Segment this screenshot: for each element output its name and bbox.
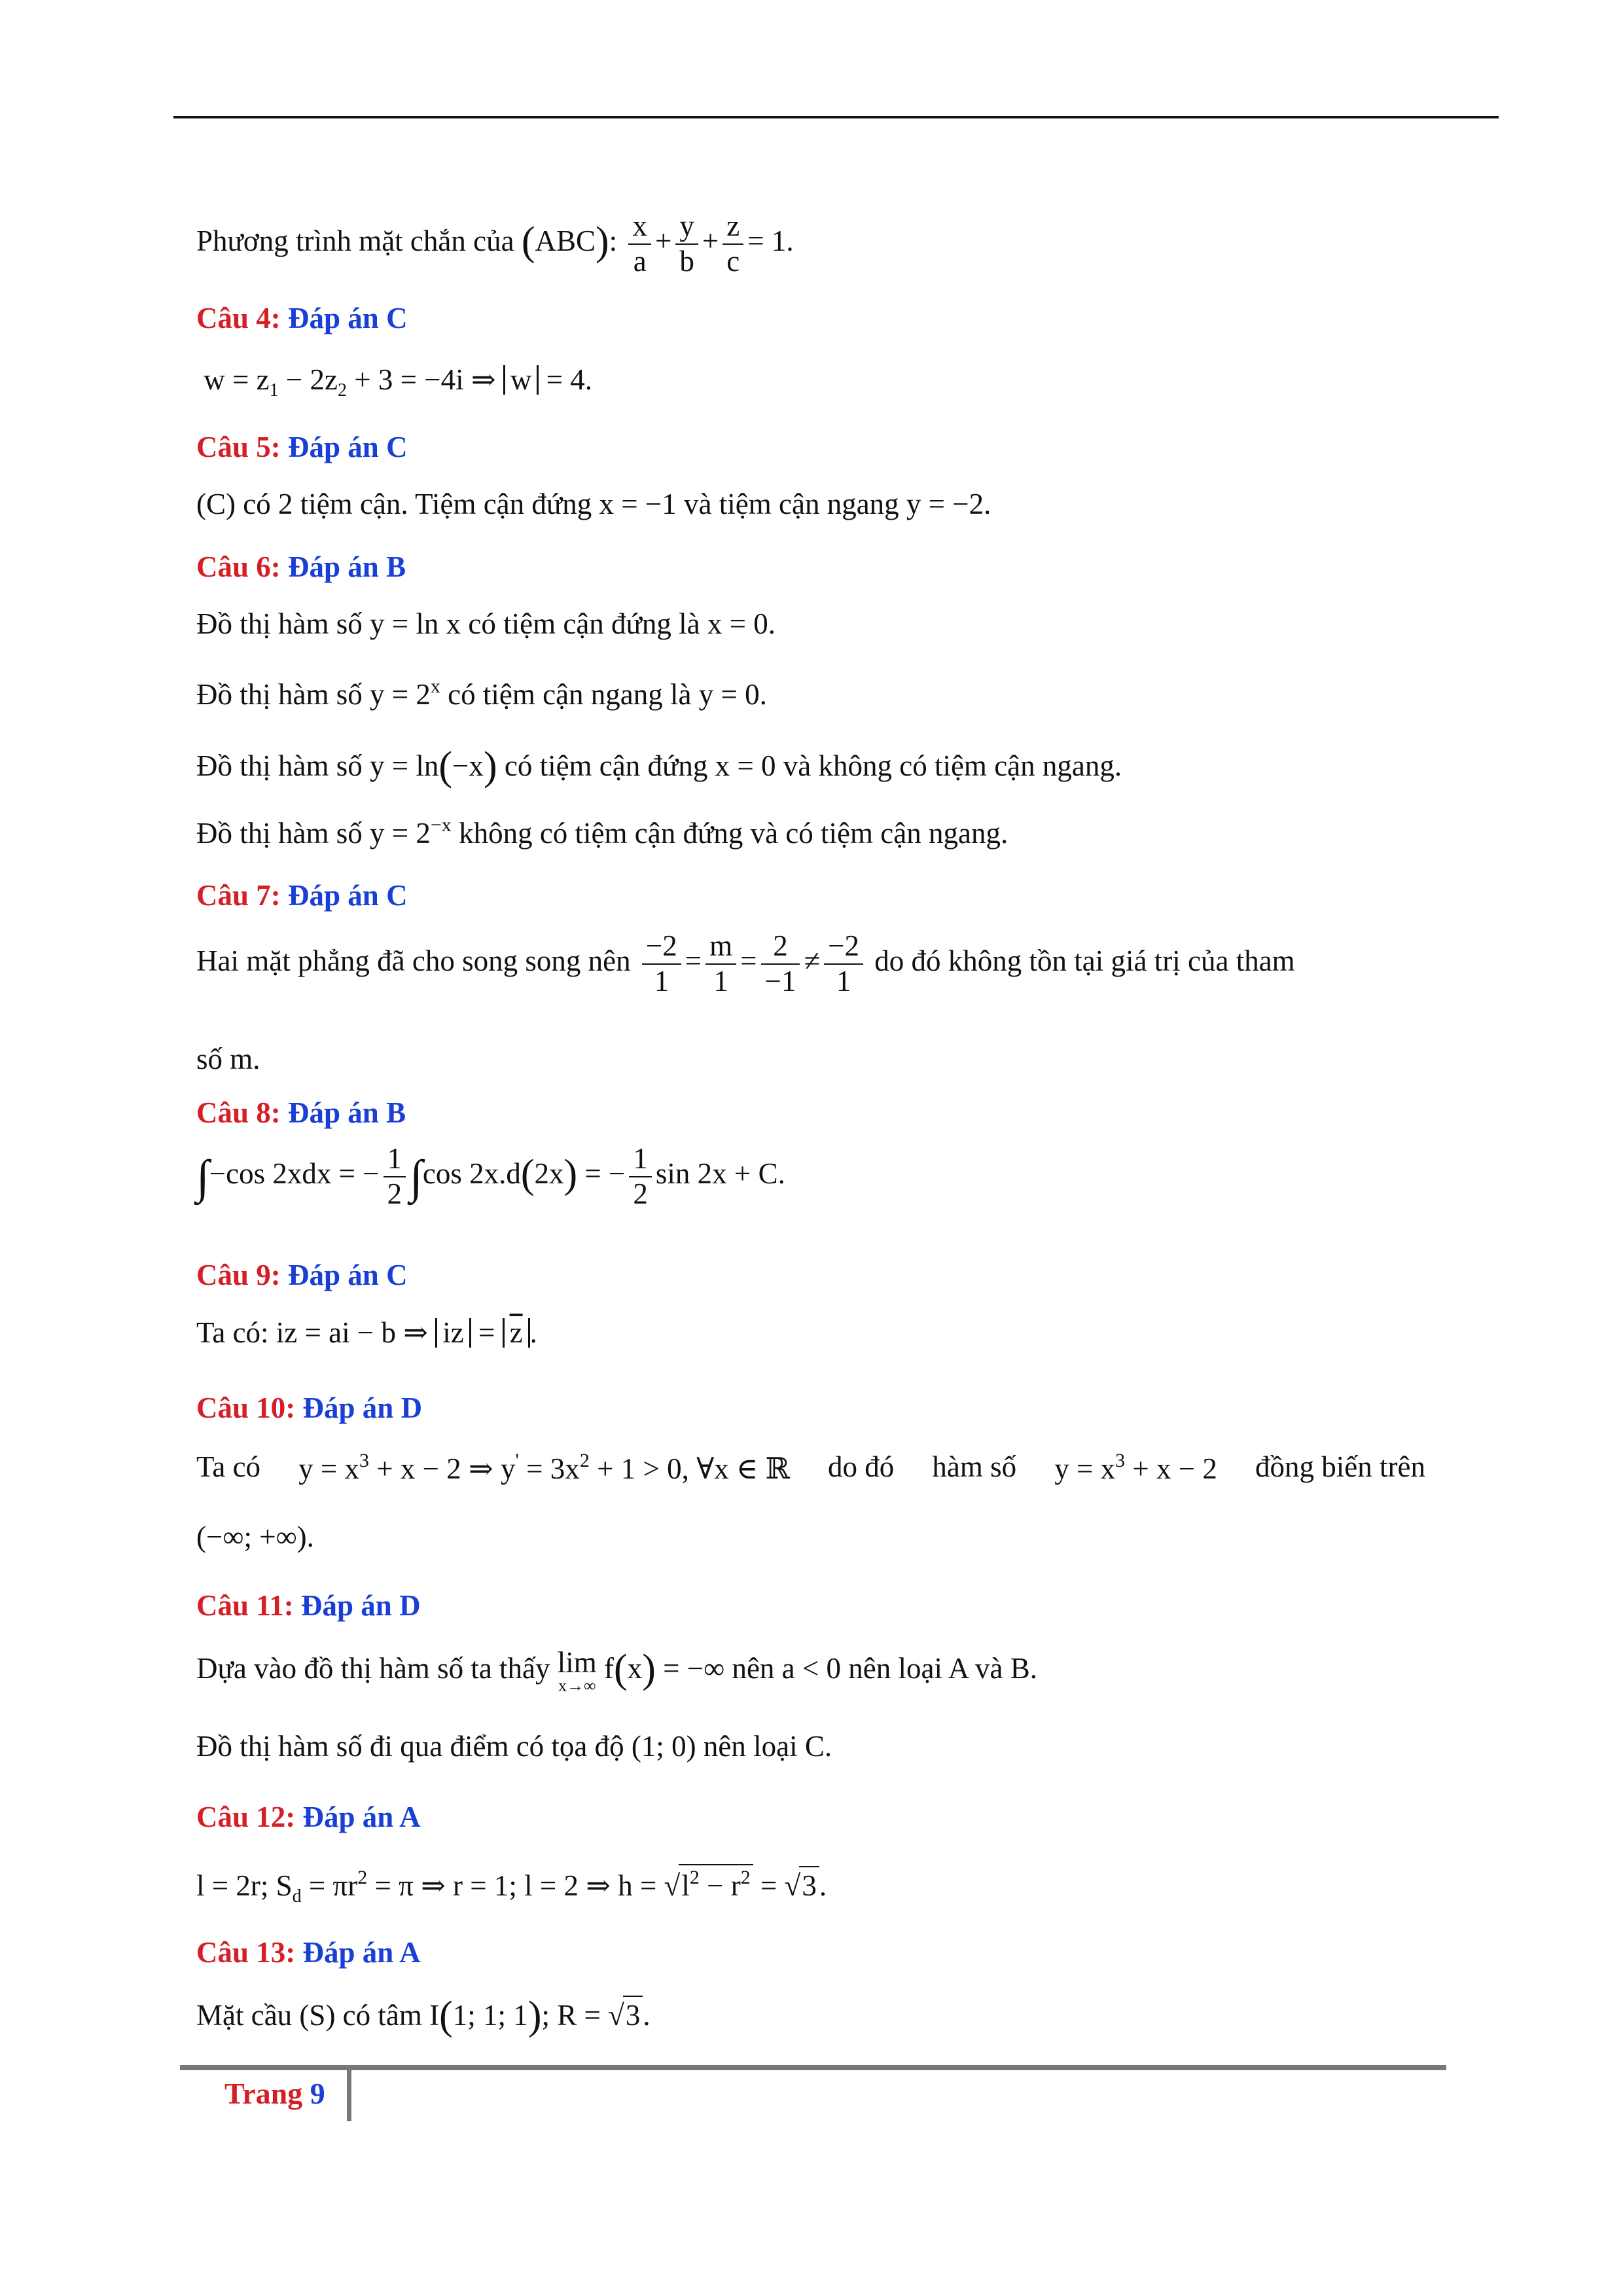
q6-line-1: Đồ thị hàm số y = ln x có tiệm cận đứng là x = 0.	[196, 607, 776, 640]
q4-formula: $w = z_1 - 2z_2 + 3 = -4i$ ⇒ w = 4.	[196, 363, 592, 401]
q7-line-2: số m.	[196, 1043, 260, 1075]
q9-formula: Ta có: iz = ai − b ⇒ iz = $\overline{z}$ .	[196, 1316, 537, 1349]
intercept-equation-line	[196, 209, 794, 279]
q11-heading: Câu 11: Đáp án D	[196, 1589, 421, 1622]
q8-heading: Câu 8: Đáp án B	[196, 1096, 406, 1129]
intercept-formula: (ABC): $\frac{x}{a}$ + $\frac{y}{b}$ + $\frac{z}{c}$ = 1.	[521, 209, 794, 278]
q6-line-3: Đồ thị hàm số y = ln(−x) có tiệm cận đứng x = 0 và không có tiệm cận ngang.	[196, 744, 1122, 789]
q10-line-1: Ta có $y = x^3 + x - 2$ ⇒ $y' = 3x^2 + 1 > 0$, ∀x ∈ ℝ do đó hàm số $y = x^3 + x - 2$ đồng biến trên	[196, 1450, 1425, 1485]
q10-heading: Câu 10: Đáp án D	[196, 1391, 423, 1424]
q5-text: (C) có 2 tiệm cận. Tiệm cận đứng x = −1 và tiệm cận ngang y = −2.	[196, 488, 991, 520]
q4-heading: Câu 4: Đáp án C	[196, 302, 408, 334]
q6-heading: Câu 6: Đáp án B	[196, 550, 406, 583]
q8-formula: ∫−cos 2xdx = − $\frac{1}{2}$ ∫cos 2x.d(2x) = − $\frac{1}{2}$ sin 2x + C.	[196, 1142, 785, 1210]
q7-ratio: $\frac{-2}{1}$ = $\frac{m}{1}$ = $\frac{2}{-1}$ ≠ $\frac{-2}{1}$	[638, 944, 867, 977]
q13-heading: Câu 13: Đáp án A	[196, 1936, 421, 1969]
header-rule	[173, 116, 1499, 118]
q13-formula: Mặt cầu (S) có tâm I(1; 1; 1); R = √3.	[196, 1994, 651, 2038]
footer-divider	[347, 2070, 351, 2121]
q10-line-2: (−∞; +∞).	[196, 1520, 314, 1553]
page-number: Trang 9	[224, 2077, 325, 2110]
q9-heading: Câu 9: Đáp án C	[196, 1259, 408, 1291]
q7-heading: Câu 7: Đáp án C	[196, 879, 408, 912]
q12-heading: Câu 12: Đáp án A	[196, 1801, 421, 1833]
intercept-text: Phương trình mặt chắn của	[196, 224, 522, 258]
q6-line-2: Đồ thị hàm số $y = 2^x$ có tiệm cận ngang là y = 0.	[196, 675, 767, 711]
q11-line-2: Đồ thị hàm số đi qua điểm có tọa độ (1; 0) nên loại C.	[196, 1730, 832, 1763]
footer-rule	[180, 2065, 1446, 2070]
q6-line-4: Đồ thị hàm số $y = 2^{-x}$ không có tiệm cận đứng và có tiệm cận ngang.	[196, 814, 1008, 850]
q11-line-1: Dựa vào đồ thị hàm số ta thấy lim x→∞ f(x) = −∞ nên a < 0 nên loại A và B.	[196, 1646, 1037, 1696]
q12-formula: l = 2r; $S_d = \pi r^2 = \pi$ ⇒ r = 1; l = 2 ⇒ $h = √l^2 - r^2 = √3$.	[196, 1864, 827, 1908]
q5-heading: Câu 5: Đáp án C	[196, 431, 408, 463]
q7-line-1: Hai mặt phẳng đã cho song song nên $\frac{-2}{1}$ = $\frac{m}{1}$ = $\frac{2}{-1}$ ≠ $\frac{-2}{1}$ do đó không tồn tại giá trị của tham	[196, 929, 1295, 997]
